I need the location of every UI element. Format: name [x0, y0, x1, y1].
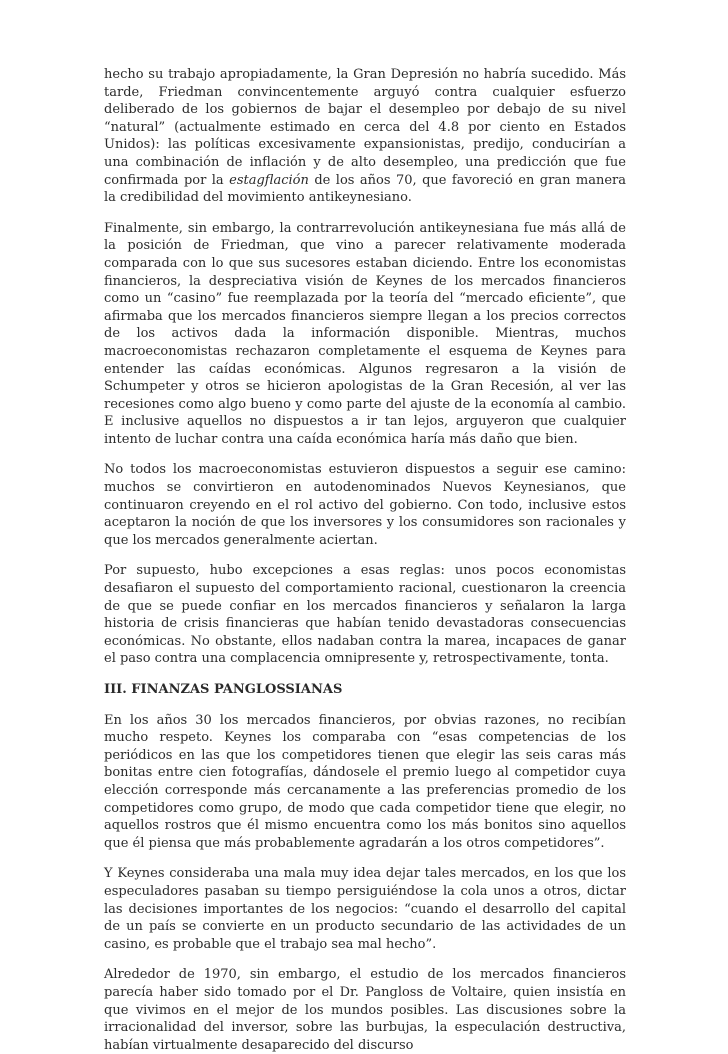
paragraph [104, 865, 626, 953]
paragraph [104, 966, 626, 1054]
paragraph [104, 220, 626, 449]
paragraph-text: de los años 70, que favoreció en gran manera la credibilidad del movimiento antikeynesiano. [104, 172, 626, 206]
paragraph-text: Finalmente, sin embargo, la contrarrevolución antikeynesiana fue más allá de la posición de Friedman, que vino a parecer relativamente moderada comparada con lo que sus sucesores estaban diciendo. Entre los economistas financieros, la despreciativa visión de Keynes de los mercados financieros como un “casino” fue reemplazada por la teoría del “mercado eficiente”, que afirmaba que los mercados financieros siempre llegan a los precios correctos de los activos dada la información disponible. Mientras, muchos macroeconomistas rechazaron completamente el esquema de Keynes para entender las caídas económicas. Algunos regresaron a la visión de Schumpeter y otros se hicieron apologistas de la Gran Recesión, al ver las recesiones como algo bueno y como parte del ajuste de la economía al cambio. E inclusive aquellos no dispuestos a ir tan lejos, arguyeron que cualquier intento de luchar contra una caída económica haría más daño que bien. [104, 220, 626, 447]
italic-term: estagflación [229, 172, 309, 188]
section-heading [104, 681, 626, 699]
paragraph-text: En los años 30 los mercados financieros, por obvias razones, no recibían mucho respeto. Keynes los comparaba con “esas competencias de los periódicos en las que los competidores tienen que elegir las seis caras más bonitas entre cien fotografías, dándosele el premio luego al competidor cuya elección corresponde más cercanamente a las preferencias promedio de los competidores como grupo, de modo que cada competidor tiene que elegir, no aquellos rostros que él mismo encuentra como los más bonitos sino aquellos que él piensa que más probablemente agradarán a los otros competidores”. [104, 712, 626, 851]
paragraph-text: No todos los macroeconomistas estuvieron dispuestos a seguir ese camino: muchos se convirtieron en autodenominados Nuevos Keynesianos, que continuaron creyendo en el rol activo del gobierno. Con todo, inclusive estos aceptaron la noción de que los inversores y los consumidores son racionales y que los mercados generalmente aciertan. [104, 462, 626, 548]
paragraph [104, 66, 626, 207]
paragraph-text: Alrededor de 1970, sin embargo, el estudio de los mercados financieros parecía haber sido tomado por el Dr. Pangloss de Voltaire, quien insistía en que vivimos en el mejor de los mundos posibles. Las discusiones sobre la irracionalidad del inversor, sobre las burbujas, la especulación destructiva, habían virtualmente desaparecido del discurso [104, 967, 626, 1053]
section-heading-text: III. FINANZAS PANGLOSSIANAS [104, 682, 343, 697]
paragraph [104, 461, 626, 549]
paragraph-text: hecho su trabajo apropiadamente, la Gran Depresión no habría sucedido. Más tarde, Friedman convincentemente arguyó contra cualquier esfuerzo deliberado de los gobiernos de bajar el desempleo por debajo de su nivel “natural” (actualmente estimado en cerca del 4.8 por ciento en Estados Unidos): las políticas excesivamente expansionistas, predijo, conducirían a una combinación de inflación y de alto desempleo, una predicción que fue confirmada por la [104, 67, 626, 188]
paragraph [104, 712, 626, 853]
paragraph-text: Y Keynes consideraba una mala muy idea dejar tales mercados, en los que los especuladores pasaban su tiempo persiguiéndose la cola unos a otros, dictar las decisiones importantes de los negocios: “cuando el desarrollo del capital de un país se convierte en un producto secundario de las actividades de un casino, es probable que el trabajo sea mal hecho”. [104, 866, 626, 952]
paragraph [104, 562, 626, 668]
paragraph-text: Por supuesto, hubo excepciones a esas reglas: unos pocos economistas desafiaron el supuesto del comportamiento racional, cuestionaron la creencia de que se puede confiar en los mercados financieros y señalaron la larga historia de crisis financieras que habían tenido devastadoras consecuencias económicas. No obstante, ellos nadaban contra la marea, incapaces de ganar el paso contra una complacencia omnipresente y, retrospectivamente, tonta. [104, 563, 626, 667]
